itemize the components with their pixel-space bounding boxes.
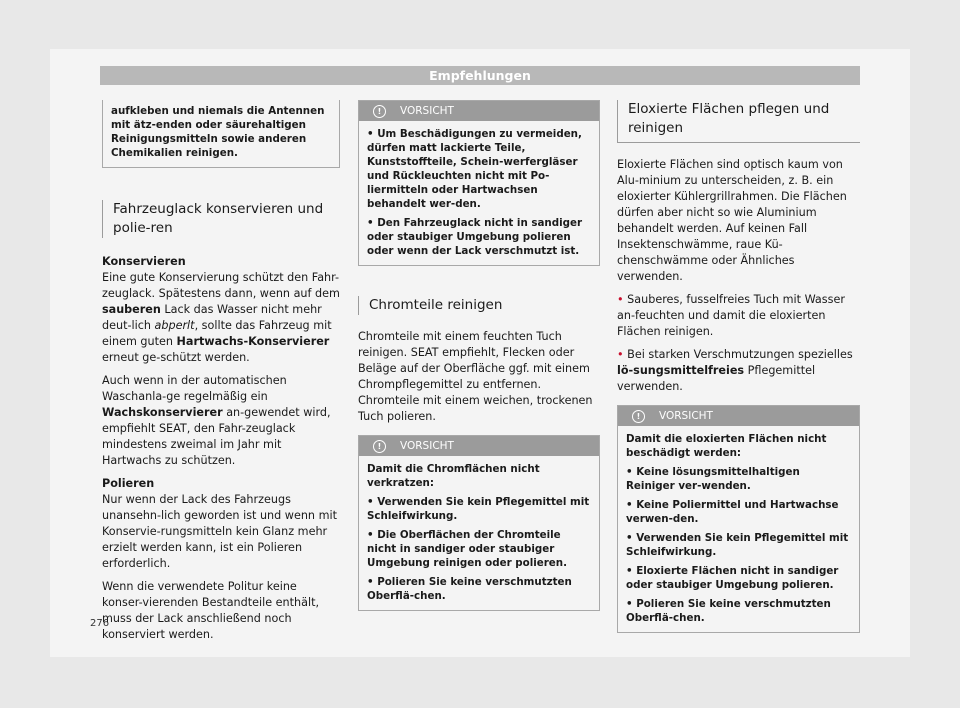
section-title-lack: Fahrzeuglack konservieren und polie-ren: [102, 200, 340, 238]
warning-label: VORSICHT: [659, 410, 713, 422]
page-number: 276: [90, 618, 110, 629]
bullet-icon: •: [617, 293, 624, 306]
paragraph-eloxiert: Eloxierte Flächen sind optisch kaum von Alu-minium zu unterscheiden, z. B. ein eloxierter Kühlergrillrahmen. Die Flächen dürfen aber nicht so wie Aluminium behandelt werden. Auf keinen Fall Insektenschwämme, raue Kü-chenschwämme oder Ähnliches verwenden.: [617, 158, 847, 283]
bullet-icon: •: [617, 348, 624, 361]
warning-item: • Verwenden Sie kein Pflegemittel mit Schleifwirkung.: [626, 532, 849, 558]
warning-label: VORSICHT: [400, 440, 454, 452]
warning-icon: !: [373, 440, 386, 453]
warning-item: • Den Fahrzeuglack nicht in sandiger oder staubiger Umgebung polieren oder wenn der Lack verschmutzt ist.: [367, 217, 583, 257]
column-2: [358, 100, 600, 611]
continued-warning-text: aufkleben und niemals die Antennen mit ätz-enden oder säurehaltigen Reinigungsmitteln sowie anderen Chemikalien reinigen.: [111, 105, 325, 159]
warning-item: • Keine Poliermittel und Hartwachse verwen-den.: [626, 499, 839, 525]
subheading-konservieren: Konservieren: [102, 255, 186, 268]
warning-item: • Polieren Sie keine verschmutzten Oberflä-chen.: [367, 576, 572, 602]
warning-item: • Polieren Sie keine verschmutzten Oberflä-chen.: [626, 598, 831, 624]
section-title-chrom: Chromteile reinigen: [358, 296, 600, 315]
warning-label: VORSICHT: [400, 105, 454, 117]
paragraph-politur: Wenn die verwendete Politur keine konser-vierenden Bestandteile enthält, muss der Lack anschließend noch konserviert werden.: [102, 580, 320, 641]
eloxiert-body: [617, 157, 860, 395]
paragraph-waschanlage: Auch wenn in der automatischen Waschanla-ge regelmäßig ein Wachskonservierer an-gewendet wird, empfiehlt SEAT, den Fahr-zeuglack mindestens zweimal im Jahr mit Hartwachs zu schützen.: [102, 374, 331, 467]
warning-header: [618, 406, 859, 426]
column-1: [102, 100, 340, 650]
warning-intro: Damit die eloxierten Flächen nicht beschädigt werden:: [626, 433, 827, 459]
section-title-eloxiert: Eloxierte Flächen pflegen und reinigen: [617, 100, 860, 143]
warning-item: • Die Oberflächen der Chromteile nicht in sandiger oder staubiger Umgebung reinigen oder polieren.: [367, 529, 568, 569]
bullet-verschmutzung: • Bei starken Verschmutzungen spezielles lö-sungsmittelfreies Pflegemittel verwenden.: [617, 348, 853, 393]
paragraph-polieren: Nur wenn der Lack des Fahrzeugs unansehn-lich geworden ist und wenn mit Konservie-rungsmitteln kein Glanz mehr erzielt werden kann, ist ein Polieren erforderlich.: [102, 493, 337, 570]
warning-item: • Eloxierte Flächen nicht in sandiger oder staubiger Umgebung polieren.: [626, 565, 839, 591]
chrom-body: [358, 329, 600, 425]
warning-icon: !: [632, 410, 645, 423]
warning-item: • Keine lösungsmittelhaltigen Reiniger ver-wenden.: [626, 466, 800, 492]
warning-header: [359, 436, 599, 456]
page-header: Empfehlungen: [100, 66, 860, 85]
continued-warning-box: [102, 100, 340, 168]
bullet-tuch: • Sauberes, fusselfreies Tuch mit Wasser an-feuchten und damit die eloxierten Flächen reinigen.: [617, 293, 845, 338]
warning-header: [359, 101, 599, 121]
warning-box-chrom: [358, 435, 600, 611]
warning-item: • Verwenden Sie kein Pflegemittel mit Schleifwirkung.: [367, 496, 590, 522]
warning-box-lack: [358, 100, 600, 266]
column-3: [617, 100, 860, 633]
warning-item: • Um Beschädigungen zu vermeiden, dürfen matt lackierte Teile, Kunststoffteile, Schein-werfergläser und Rückleuchten nicht mit Po-liermitteln oder Hartwachsen behandelt wer-den.: [367, 128, 582, 210]
warning-icon: !: [373, 105, 386, 118]
subheading-polieren: Polieren: [102, 477, 155, 490]
warning-intro: Damit die Chromflächen nicht verkratzen:: [367, 463, 540, 489]
warning-box-eloxiert: [617, 405, 860, 633]
lack-body: [102, 254, 340, 643]
paragraph-chrom: Chromteile mit einem feuchten Tuch reinigen. SEAT empfiehlt, Flecken oder Beläge auf der Oberfläche ggf. mit einem Chrompflegemittel zu entfernen. Chromteile mit einem weichen, trockenen Tuch polieren.: [358, 330, 593, 423]
paragraph-konservieren: Eine gute Konservierung schützt den Fahr-zeuglack. Spätestens dann, wenn auf dem sauberen Lack das Wasser nicht mehr deut-lich abperlt, sollte das Fahrzeug mit einem guten Hartwachs-Konservierer erneut ge-schützt werden.: [102, 271, 340, 364]
